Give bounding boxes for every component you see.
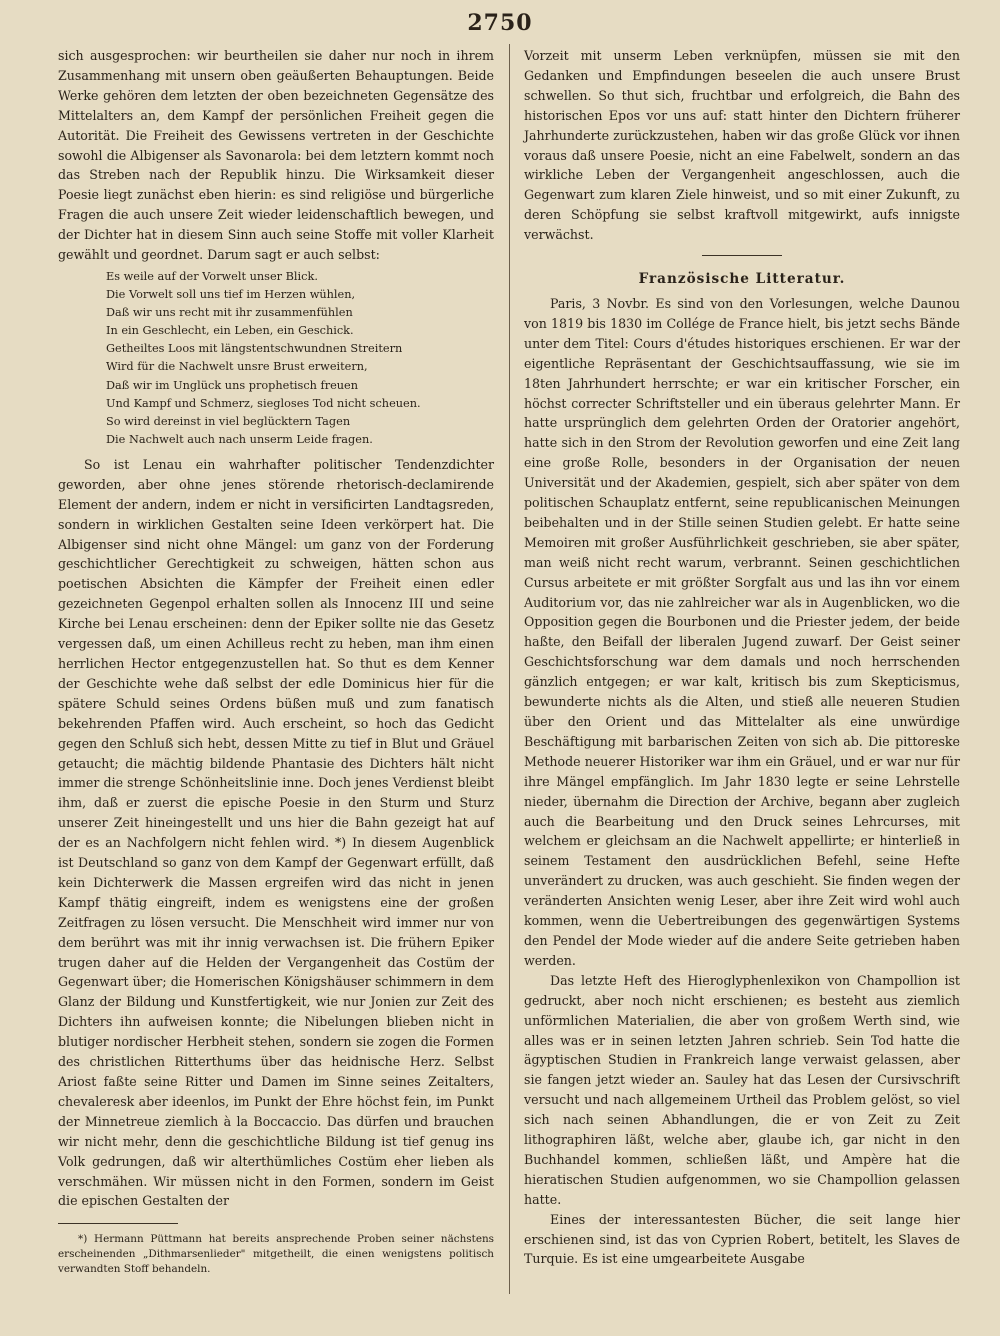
section-divider xyxy=(702,255,782,256)
footnote-divider xyxy=(58,1223,178,1224)
poem-line: Und Kampf und Schmerz, siegloses Tod nicht scheuen. xyxy=(106,396,421,410)
right-paragraph-4: Eines der interessantesten Bücher, die seit lange hier erschienen sind, ist das von Cyprien Robert, betitelt, les Slaves de Turquie. Es ist eine umgearbeitete Ausgabe xyxy=(524,1211,960,1267)
left-paragraph-2: So ist Lenau ein wahrhafter politischer Tendenzdichter geworden, aber ohne jenes störende rhetorisch-declamirende Element der andern, indem er nicht in versificirten Landtagsreden, sondern in wirklichen Gestalten seine Ideen verkörpert hat. Die Albigenser sind nicht ohne Mängel: um ganz von der Forderung geschichtlicher Gerechtigkeit zu schweigen, hätten schon aus poetischen Absichten die Kämpfer der Freiheit einen edler gezeichneten Gegenpol erhalten sollen als Innocenz III und seine Kirche bei Lenau erscheinen: denn der Epiker sollte nie das Gesetz vergessen daß, um einen Achilleus recht zu heben, man ihm einen herrlichen Hector entgegenzustellen hat. So thut es dem Kenner der Geschichte wehe daß selbst der edle Dominicus hier für die spätere Schuld seines Ordens büßen muß und zum fanatisch bekehrenden Pfaffen wird. Auch erscheint, so hoch das Gedicht gegen den Schluß sich hebt, dessen Mitte zu tief in Blut und Gräuel getaucht; die mächtig bildende Phantasie des Dichters hält nicht immer die strenge Schönheitslinie inne. Doch jenes Verdienst bleibt ihm, daß er zuerst die epische Poesie in den Sturm und Sturz unserer Zeit hineingestellt und uns hier die Bahn gezeigt hat auf der es an Nachfolgern nicht fehlen wird. *) In diesem Augenblick ist Deutschland so ganz von dem Kampf der Gegenwart erfüllt, daß kein Dichterwerk die Massen ergreifen wird das nicht in jenen Kampf thätig eingreift, indem es wenigstens eine der großen Zeitfragen zu lösen versucht. Die Menschheit wird immer nur von dem berührt was mit ihr innig verwachsen ist. Die frühern Epiker trugen daher auf die Helden der Vergangenheit das Costüm der Gegenwart über; die Homerischen Königshäuser schimmern in dem Glanz der Bildung und Kunstfertigkeit, wie nur Jonien zur Zeit des Dichters ihn aufweisen konnte; die Nibelungen blieben nicht in blutiger nordischer Herbheit stehen, sondern sie zogen die Formen des christlichen Ritterthums über das heidnische Herz. Selbst Ariost faßte seine Ritter und Damen im Sinne seines Zeitalters, chevaleresk aber ideenlos, im Punkt der Ehre höchst fein, im Punkt der Minnetreue ziemlich à la Boccaccio. Das dürfen und brauchen wir nicht mehr, denn die geschichtliche Bildung ist tief genug ins Volk gedrungen, daß wir alterthümliches Costüm eher lieben als verschmähen. Wir müssen nicht in den Formen, sondern im Geist die epischen Gestalten der xyxy=(58,456,494,1209)
poem-line: Daß wir uns recht mit ihr zusammenfühlen xyxy=(106,306,353,320)
right-paragraph-2: Paris, 3 Novbr. Es sind von den Vorlesungen, welche Daunou von 1819 bis 1830 im Collége de France hielt, bis jetzt sechs Bände unter dem Titel: Cours d'études historiques erschienen. Er war der eigentliche Repräsentant der Geschichtsauffassung, wie sie im 18ten Jahrhundert herrschte; er war ein kritischer Forscher, ein höchst correcter Schriftsteller und ein überaus gelehrter Mann. Er hatte ursprünglich dem gelehrten Orden der Oratorier angehört, hatte sich in den Strom der Revolution geworfen und eine Zeit lang eine große Rolle, besonders in der Organisation der neuen Universität und der Akademien, gespielt, sich aber später von dem politischen Schauplatz entfernt, seine republicanischen Meinungen beibehalten und in der Stille seinen Studien gelebt. Er hatte seine Memoiren mit großer Ausführlichkeit geschrieben, sie aber später, man weiß nicht recht warum, verbrannt. Seinen geschichtlichen Cursus arbeitete er mit größter Sorgfalt aus und las ihn vor einem Auditorium vor, das nie zahlreicher war als in Augenblicken, wo die Opposition gegen die Bourbonen und die Priester jedem, der beide haßte, den Beifall der liberalen Jugend zuwarf. Der Geist seiner Geschichtsforschung war dem damals und noch herrschenden gänzlich entgegen; er war kalt, kritisch bis zum Skepticismus, bewunderte nichts als die Alten, und stieß alle neueren Studien über den Orient und das Mittelalter als eine unwürdige Beschäftigung mit barbarischen Zeiten von sich ab. Die pittoreske Methode neuerer Historiker war ihm ein Gräuel, und er war nur für ihre Mängel empfänglich. Im Jahr 1830 legte er seine Lehrstelle nieder, übernahm die Direction der Archive, begann aber zugleich auch die Bearbeitung und den Druck seines Lehrcurses, mit welchem er gleichsam an die Nachwelt appellirte; er hinterließ in seinem Testament den ausdrücklichen Befehl, seine Hefte unverändert zu drucken, was auch geschieht. Sie finden wegen der veränderten Ansichten wenig Leser, aber ihre Zeit wird wohl auch kommen, wenn die Uebertreibungen des gegenwärtigen Systems den Pendel der Mode wieder auf die andere Seite getrieben haben werden. xyxy=(524,295,960,968)
right-column xyxy=(524,46,960,1269)
footnote: *) Hermann Püttmann hat bereits ansprechende Proben seiner nächstens erscheinenden „Dithmarsenlieder" mitgetheilt, die einen wenigstens politisch verwandten Stoff behandeln. xyxy=(58,1233,494,1275)
left-paragraph-1: sich ausgesprochen: wir beurtheilen sie daher nur noch in ihrem Zusammenhang mit unsern oben geäußerten Behauptungen. Beide Werke gehören dem letzten der oben bezeichneten Gegensätze des Mittelalters an, dem Kampf der persönlichen Freiheit gegen die Autorität. Die Freiheit des Gewissens vertreten in der Geschichte sowohl die Albigenser als Savonarola: bei dem letztern kommt noch das Streben nach der Republik hinzu. Die Wirksamkeit dieser Poesie liegt zunächst eben hierin: es sind religiöse und bürgerliche Fragen die auch unsere Zeit wieder leidenschaftlich bewegen, und der Dichter hat in diesem Sinn auch seine Stoffe mit voller Klarheit gewählt und geordnet. Darum sagt er auch selbst: xyxy=(58,48,494,263)
poem-line: In ein Geschlecht, ein Leben, ein Geschick. xyxy=(106,324,354,338)
poem-line: Wird für die Nachwelt unsre Brust erweitern, xyxy=(106,360,368,374)
poem-line: Getheiltes Loos mit längstentschwundnen Streitern xyxy=(106,342,403,356)
column-divider xyxy=(509,44,510,1294)
left-column xyxy=(58,46,494,1276)
poem-line: Es weile auf der Vorwelt unser Blick. xyxy=(106,269,318,283)
section-heading: Französische Litteratur. xyxy=(638,271,846,288)
right-paragraph-1: Vorzeit mit unserm Leben verknüpfen, müssen sie mit den Gedanken und Empfindungen beseelen die auch unsere Brust schwellen. So thut sich, fruchtbar und erfolgreich, die Bahn des historischen Epos vor uns auf: statt hinter den Dichtern früherer Jahrhunderte zurückzustehen, haben wir das große Glück vor ihnen voraus daß unsere Poesie, nicht an eine Fabelwelt, sondern an das wirkliche Leben der Vergangenheit angeschlossen, auch die Gegenwart zum klaren Ziele hinweist, und so mit einer Zukunft, zu deren Schöpfung sie selbst kraftvoll mitgewirkt, aufs innigste verwächst. xyxy=(524,48,960,243)
poem-line: Daß wir im Unglück uns prophetisch freuen xyxy=(106,378,359,392)
page-number: 2750 xyxy=(467,10,533,36)
poem-line: Die Nachwelt auch nach unserm Leide fragen. xyxy=(106,432,373,446)
poem-line: So wird dereinst in viel beglücktern Tagen xyxy=(106,414,351,428)
right-paragraph-3: Das letzte Heft des Hieroglyphenlexikon von Champollion ist gedruckt, aber noch nicht erschienen; es besteht aus ziemlich unförmlichen Materialien, die aber von großem Werth sind, wie alles was er in seinen letzten Jahren schrieb. Sein Tod hatte die ägyptischen Studien in Frankreich lange verwaist gelassen, aber sie fangen jetzt wieder an. Sauley hat das Lesen der Cursivschrift versucht und nach allgemeinem Urtheil das Problem gelöst, so viel sich nach seinen Abhandlungen, die er von Zeit zu Zeit lithographiren läßt, welche aber, glaube ich, gar nicht in den Buchhandel kommen, schließen läßt, und Ampère hat die hieratischen Studien aufgenommen, wo sie Champollion gelassen hatte. xyxy=(524,972,960,1207)
poem-line: Die Vorwelt soll uns tief im Herzen wühlen, xyxy=(106,288,356,302)
poem-quote xyxy=(106,268,494,449)
